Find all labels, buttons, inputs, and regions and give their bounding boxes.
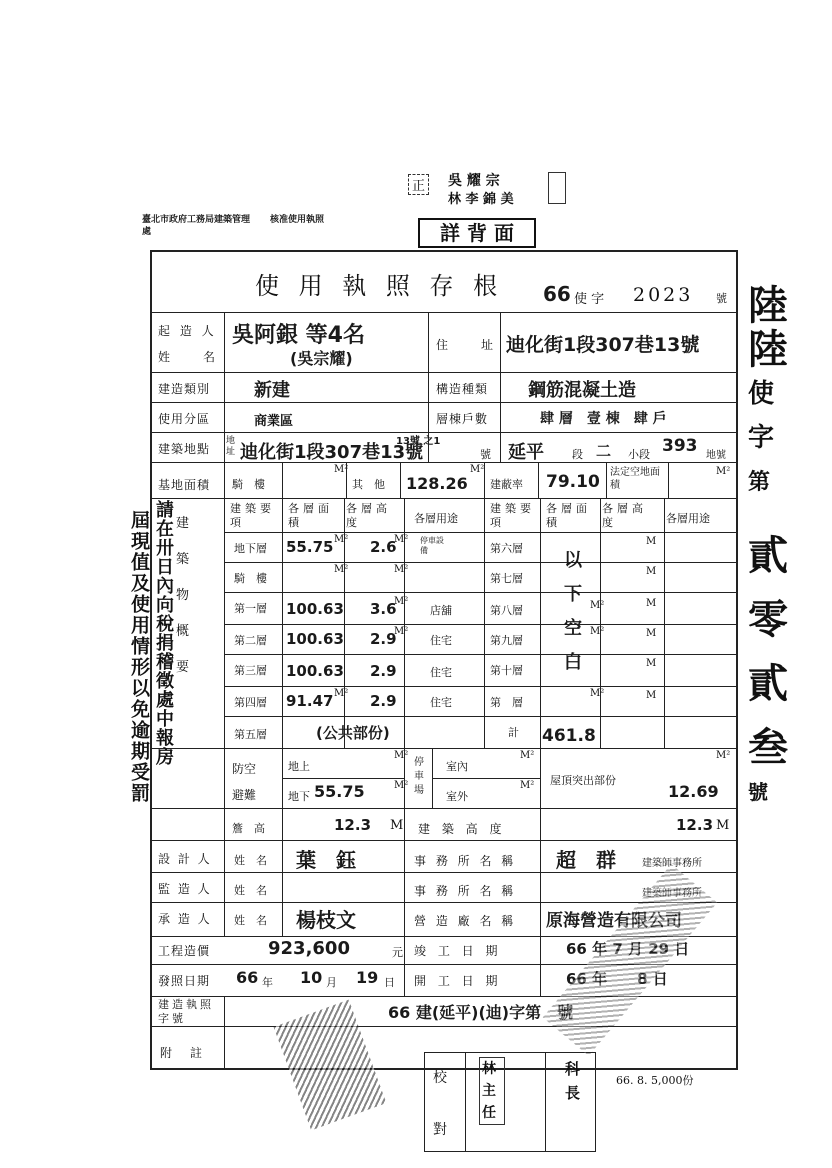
designer-office-label: 事 務 所 名 稱 xyxy=(414,854,517,868)
cost-unit: 元 xyxy=(392,946,403,959)
start-date-value: 66 年 8 日 xyxy=(566,970,668,988)
floor-table-side-label: 建 築 物 概 要 xyxy=(176,516,190,675)
address-value: 迪化街1段307巷13號 xyxy=(506,334,700,356)
signature-stamp-2: 科長 xyxy=(565,1060,581,1102)
section-label: 段 xyxy=(572,448,583,461)
location-extra: 13號 之1 xyxy=(396,436,441,447)
applicant-name: 吳阿銀 等4名 xyxy=(232,323,365,348)
building-height-label: 建 築 高 度 xyxy=(418,822,506,836)
header-area: 各層面積 xyxy=(288,502,333,529)
floors-label: 層棟戶數 xyxy=(436,412,489,426)
designer-office-suffix: 建築師事務所 xyxy=(642,858,702,869)
header-use: 各層用途 xyxy=(414,512,458,525)
floor-row: 地下層 55.75 2.6 停車設備 xyxy=(234,536,444,556)
legal-area-label: 法定空地面積 xyxy=(610,467,660,491)
contractor-label: 承 造 人 xyxy=(158,912,212,926)
floor-row: 騎 樓 xyxy=(234,572,267,585)
public-area-annotation: (公共部份) xyxy=(316,724,390,742)
other-label: 其 他 xyxy=(352,478,385,491)
supervisor-office-label: 事 務 所 名 稱 xyxy=(414,884,517,898)
shelter-below-value: 55.75 xyxy=(314,782,365,801)
floor-row-right: 第八層 xyxy=(490,604,523,617)
left-stamp-a: 臺北市政府工務局建築管理處 xyxy=(142,215,251,237)
print-note: 66. 8. 5,000份 xyxy=(616,1074,694,1087)
arcade-label: 騎 樓 xyxy=(232,478,265,491)
floor-row-right: 第七層 xyxy=(490,572,523,585)
names-line-1: 吳 耀 宗 xyxy=(448,173,500,189)
floor-height-label: 簷 高 xyxy=(232,822,265,835)
parking-inside-label: 室內 xyxy=(446,760,468,773)
proof-box xyxy=(424,1052,596,1152)
floors-value: 肆 層 壹 棟 肆 戶 xyxy=(540,411,667,427)
floor-row-right: 第六層 xyxy=(490,542,523,555)
parking-label: 停車場 xyxy=(414,757,424,796)
applicant-name-label: 姓 名 xyxy=(158,350,219,364)
completion-label: 竣 工 日 期 xyxy=(414,944,502,958)
use-zone-value: 商業區 xyxy=(254,414,294,429)
issue-date-label: 發照日期 xyxy=(158,974,211,988)
designer-name: 葉 鈺 xyxy=(296,848,356,872)
right-margin-text: 陸 陸 使 字 第 貳 零 貳 叁 號 xyxy=(748,282,788,804)
lot-label: 號 xyxy=(480,448,491,461)
builder-value: 原海營造有限公司 xyxy=(546,911,682,931)
floor-row-right: 第十層 xyxy=(490,664,523,677)
start-date-label: 開 工 日 期 xyxy=(414,974,502,988)
contractor-name: 楊枝文 xyxy=(296,908,356,932)
lot-suffix: 地號 xyxy=(706,450,726,461)
use-zone-label: 使用分區 xyxy=(158,412,211,426)
floor-rows-left xyxy=(224,532,484,748)
side-mark: 正 xyxy=(408,174,429,195)
permit-prefix: 使 字 xyxy=(574,292,605,307)
floor-row-right: 第 層 xyxy=(490,696,523,709)
left-margin-col-1: 屆現值及使用情形以免逾期受罰 xyxy=(128,510,150,804)
designer-name-label: 姓 名 xyxy=(234,854,267,867)
subsection-value: 二 xyxy=(596,442,612,460)
names-stamp xyxy=(408,170,568,208)
coverage-label: 建蔽率 xyxy=(490,478,523,491)
issue-month: 10 xyxy=(300,968,323,987)
permit-suffix: 號 xyxy=(716,292,727,305)
applicant-name-sub: (吳宗耀) xyxy=(290,349,353,368)
supervisor-label: 監 造 人 xyxy=(158,882,212,896)
base-area-label: 基地面積 xyxy=(158,478,211,492)
issue-day: 19 xyxy=(356,968,379,987)
supervisor-name-label: 姓 名 xyxy=(234,884,267,897)
lot-number: 393 xyxy=(662,436,698,456)
floor-row: 第三層 100.63 2.9 住宅 xyxy=(234,662,452,680)
header-item: 建築要項 xyxy=(230,502,275,529)
detail-box: 詳 背 面 xyxy=(418,218,536,248)
cost-value: 923,600 xyxy=(268,938,350,959)
designer-office: 超 群 xyxy=(556,848,616,872)
structure-label: 構造種類 xyxy=(436,382,489,396)
roof-value: 12.69 xyxy=(668,782,719,801)
left-stamp-b: 核准使用執照 xyxy=(270,215,325,225)
floor-height-value: 12.3 xyxy=(334,816,372,834)
cost-label: 工程造價 xyxy=(158,944,211,958)
location-label: 建築地點 xyxy=(158,442,211,456)
floor-rows-right xyxy=(484,532,738,748)
signature-stamp-1: 林主任 xyxy=(479,1057,505,1125)
total-value: 461.8 xyxy=(542,726,596,746)
permit-number: 2023 xyxy=(633,284,694,306)
blank-below-annotation: 以下空白 xyxy=(564,550,582,673)
builder-label: 營 造 廠 名 稱 xyxy=(414,914,517,928)
building-height-value: 12.3 xyxy=(676,816,714,834)
floor-table-header-left xyxy=(226,500,526,534)
shelter-above-label: 地上 xyxy=(288,760,310,773)
building-type-value: 新建 xyxy=(254,380,290,401)
note-label: 附 註 xyxy=(160,1046,206,1060)
names-line-2: 林 李 錦 美 xyxy=(448,192,514,207)
designer-label: 設 計 人 xyxy=(158,852,212,866)
permit-year: 66 xyxy=(543,282,571,306)
floor-row: 第四層 91.47 2.9 住宅 xyxy=(234,692,452,710)
floor-row-right: 計 xyxy=(508,726,519,739)
proof-label-2: 對 xyxy=(433,1122,447,1138)
location-value: 迪化街1段307巷13號 xyxy=(240,442,424,463)
floor-row: 第五層 (公共部份) xyxy=(234,724,390,742)
permit-number-value: 66 建(延平)(迪)字第 號 xyxy=(388,1003,574,1022)
shelter-below-label: 地下 xyxy=(288,790,310,803)
header-height: 各層高度 xyxy=(346,502,391,529)
subsection-label: 小段 xyxy=(628,448,650,461)
floor-table-header-right: 建築要項 各層面積 各層高度 各層用途 xyxy=(490,502,710,529)
structure-value: 鋼筋混凝土造 xyxy=(528,380,636,401)
left-margin-col-2: 請在卅日內向稅捐稽徵處中報房 xyxy=(153,500,174,766)
proof-label: 校 xyxy=(433,1070,447,1086)
floor-row: 第一層 100.63 3.6 店舖 xyxy=(234,600,452,618)
contractor-name-label: 姓 名 xyxy=(234,914,267,927)
form-title: 使 用 執 照 存 根 xyxy=(255,272,504,300)
parking-outside-label: 室外 xyxy=(446,790,468,803)
permit-number-label: 建造執照字號 xyxy=(158,998,214,1025)
location-small: 地址 xyxy=(226,436,236,457)
building-type-label: 建造類別 xyxy=(158,382,211,396)
supervisor-office-suffix: 建築師事務所 xyxy=(642,888,702,899)
coverage-value: 79.10 xyxy=(546,472,600,492)
floor-row-right: 第九層 xyxy=(490,634,523,647)
section-value: 延平 xyxy=(508,442,544,463)
roof-label: 屋頂突出部份 xyxy=(550,774,616,787)
floor-row: 第二層 100.63 2.9 住宅 xyxy=(234,630,452,648)
applicant-label: 起 造 人 xyxy=(158,324,217,338)
other-value: 128.26 xyxy=(406,474,468,493)
shelter-label: 防空避難 xyxy=(232,762,257,802)
issue-year: 66 xyxy=(236,968,259,987)
address-label: 住 址 xyxy=(436,338,497,352)
completion-value: 66 年 7 月 29 日 xyxy=(566,940,690,958)
